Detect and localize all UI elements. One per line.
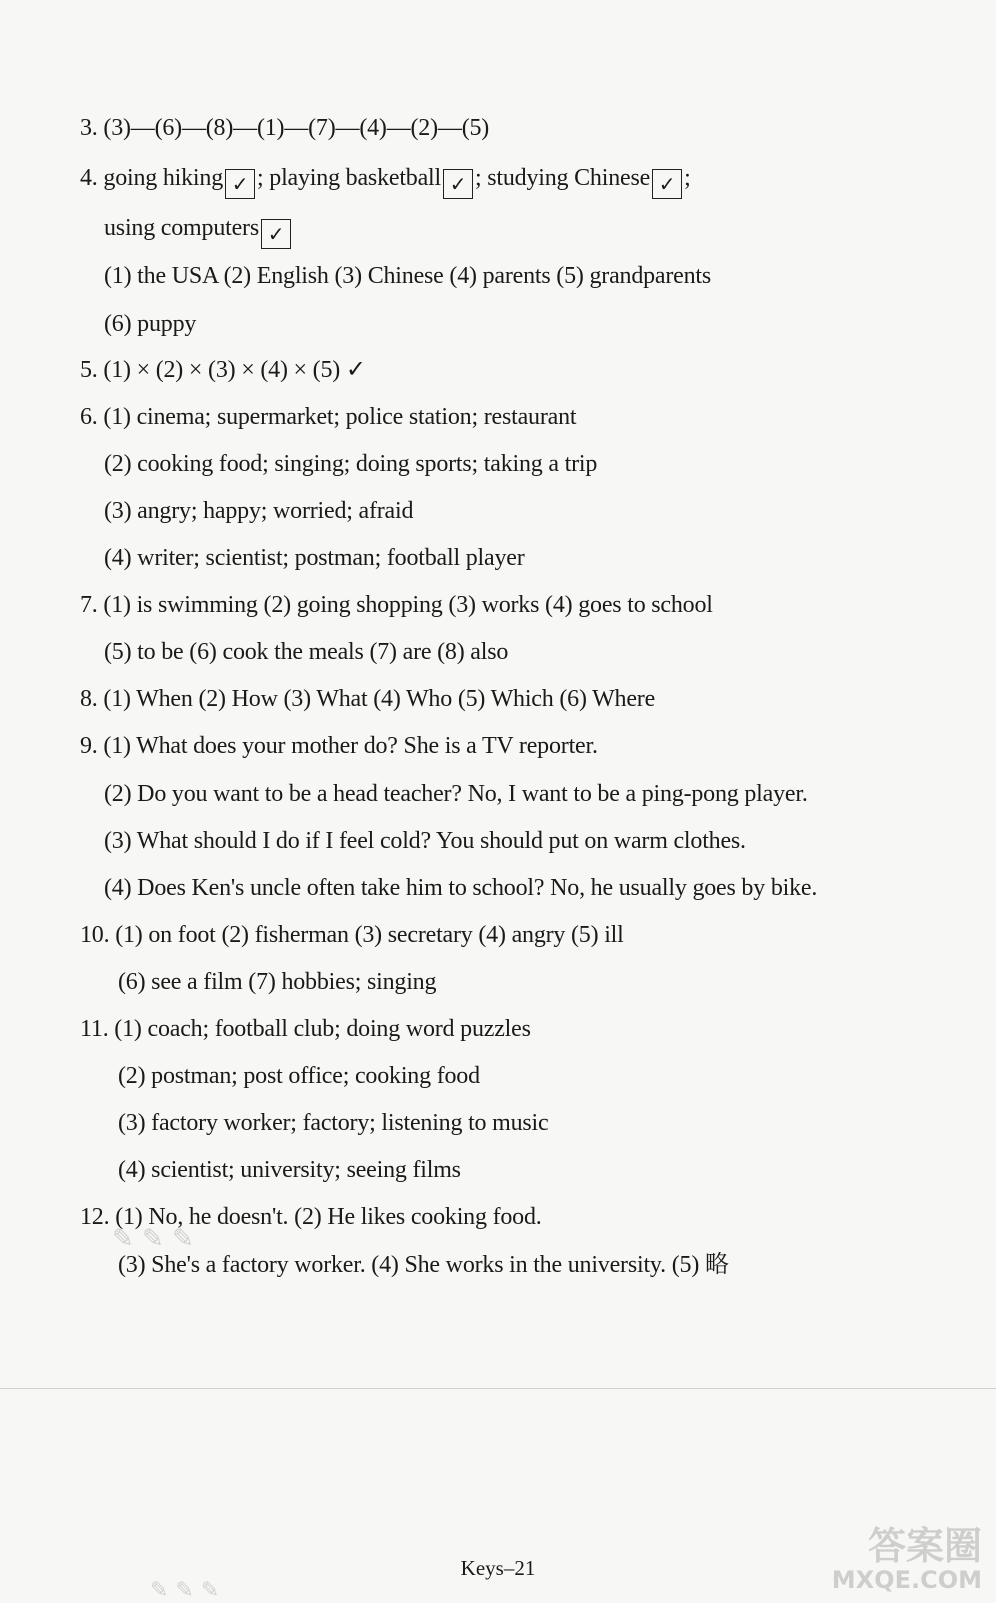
answer-4-line1: 4. going hiking ✓ ; playing basketball ✓ ; studying Chinese ✓ ; xyxy=(80,163,691,199)
answer-4-item-hiking: 4. going hiking xyxy=(80,165,224,191)
answer-4-line4: (6) puppy xyxy=(104,311,197,337)
answer-9-line4: (4) Does Ken's uncle often take him to school? No, he usually goes by bike. xyxy=(104,875,818,901)
answer-10-line1: 10. (1) on foot (2) fisherman (3) secretary (4) angry (5) ill xyxy=(80,922,624,948)
answer-9-line2: (2) Do you want to be a head teacher? No, I want to be a ping-pong player. xyxy=(104,781,808,807)
answer-9-line1: 9. (1) What does your mother do? She is a TV reporter. xyxy=(80,733,598,759)
answer-6-line2: (2) cooking food; singing; doing sports; taking a trip xyxy=(104,451,598,477)
answer-8: 8. (1) When (2) How (3) What (4) Who (5) Which (6) Where xyxy=(80,686,656,712)
answer-6-line1: 6. (1) cinema; supermarket; police station; restaurant xyxy=(80,404,577,430)
answer-11-line2: (2) postman; post office; cooking food xyxy=(118,1063,480,1089)
answer-7-line1: 7. (1) is swimming (2) going shopping (3) works (4) goes to school xyxy=(80,592,713,618)
answer-6-line4: (4) writer; scientist; postman; football player xyxy=(104,545,525,571)
answer-7-line2: (5) to be (6) cook the meals (7) are (8) also xyxy=(104,639,509,665)
footer-divider xyxy=(0,1388,996,1389)
answer-4-item-basketball: ; playing basketball xyxy=(257,165,441,191)
answer-4-line2 xyxy=(104,213,293,249)
watermark-url-text: MXQE.COM xyxy=(831,1566,982,1594)
answer-11-line1: 11. (1) coach; football club; doing word puzzles xyxy=(80,1016,531,1042)
answer-10-line2: (6) see a film (7) hobbies; singing xyxy=(118,969,437,995)
check-box-icon: ✓ xyxy=(443,169,473,199)
answer-11-line3: (3) factory worker; factory; listening to music xyxy=(118,1110,549,1136)
faint-stamp-watermark: ✎ ✎ ✎ xyxy=(112,1224,194,1254)
check-box-icon: ✓ xyxy=(652,169,682,199)
answer-4-item-computers: using computers xyxy=(104,215,259,241)
answer-12-line1: 12. (1) No, he doesn't. (2) He likes cooking food. xyxy=(80,1204,542,1230)
check-box-icon: ✓ xyxy=(225,169,255,199)
page-number: Keys–21 xyxy=(460,1556,536,1580)
site-watermark-logo xyxy=(792,1525,982,1597)
answer-4-item-chinese: ; studying Chinese xyxy=(474,165,651,191)
answer-6-line3: (3) angry; happy; worried; afraid xyxy=(104,498,414,524)
answer-12-line2: (3) She's a factory worker. (4) She works in the university. (5) 略 xyxy=(118,1252,729,1278)
answer-9-line3: (3) What should I do if I feel cold? You should put on warm clothes. xyxy=(104,828,746,854)
watermark-main-text: 答案圈 xyxy=(867,1524,982,1568)
answer-4-line3: (1) the USA (2) English (3) Chinese (4) parents (5) grandparents xyxy=(104,263,712,289)
faint-corner-stamp: ✎ ✎ ✎ xyxy=(150,1578,220,1603)
answer-3: 3. (3)—(6)—(8)—(1)—(7)—(4)—(2)—(5) xyxy=(80,115,490,141)
check-box-icon: ✓ xyxy=(261,219,291,249)
answer-11-line4: (4) scientist; university; seeing films xyxy=(118,1157,461,1183)
answer-5: 5. (1) × (2) × (3) × (4) × (5) ✓ xyxy=(80,357,366,383)
